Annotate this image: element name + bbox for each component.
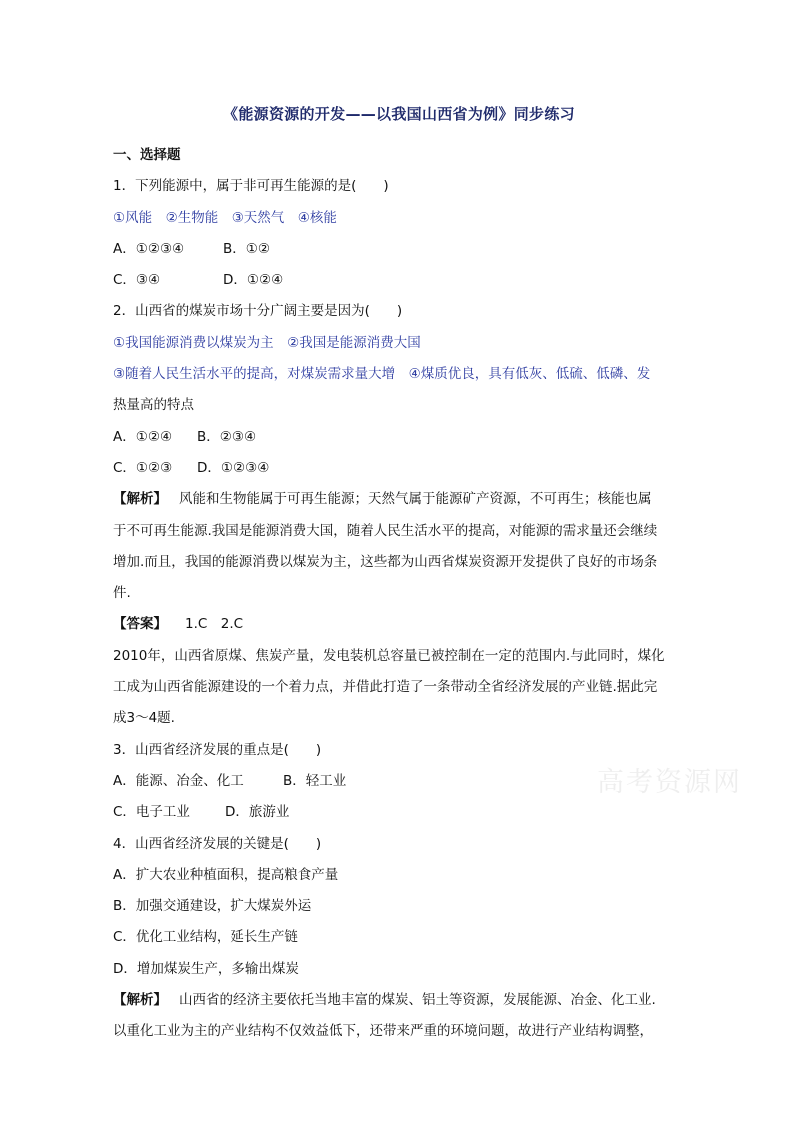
question-1-stem: 1．下列能源中，属于非可再生能源的是( ) — [113, 178, 389, 195]
passage-line-2: 工成为山西省能源建设的一个着力点，并借此打造了一条带动全省经济发展的产业链.据此完 — [113, 679, 658, 696]
passage-line-3: 成3～4题. — [113, 710, 175, 727]
document-page — [113, 96, 685, 1048]
option-b: B．轻工业 — [283, 772, 347, 789]
option-d: D．旅游业 — [225, 804, 290, 821]
analysis-tag: 【解析】 — [113, 992, 167, 1009]
question-2-items-1: ①我国能源消费以煤炭为主 ②我国是能源消费大国 — [113, 334, 421, 351]
answer-text: 1.C 2.C — [185, 616, 244, 633]
question-1-options-row1 — [113, 234, 685, 265]
analysis-1-line-3: 增加.而且，我国的能源消费以煤炭为主，这些都为山西省煤炭资源开发提供了良好的市场条 — [113, 553, 658, 570]
analysis-text: 山西省的经济主要依托当地丰富的煤炭、铝土等资源，发展能源、冶金、化工业. — [179, 992, 656, 1009]
question-3-stem: 3．山西省经济发展的重点是( ) — [113, 741, 322, 758]
analysis-2-line-1 — [113, 985, 685, 1016]
analysis-1-line-4: 件. — [113, 585, 131, 602]
watermark: 高考资源网 — [597, 767, 742, 798]
analysis-text: 风能和生物能属于可再生能源；天然气属于能源矿产资源，不可再生；核能也属 — [179, 491, 652, 508]
question-1-items: ①风能 ②生物能 ③天然气 ④核能 — [113, 209, 337, 226]
question-2-items-2: ③随着人民生活水平的提高，对煤炭需求量大增 ④煤质优良，具有低灰、低硫、低磷、发 — [113, 366, 651, 383]
analysis-2-line-2: 以重化工业为主的产业结构不仅效益低下，还带来严重的环境问题，故进行产业结构调整， — [113, 1023, 653, 1040]
question-1-options-row2 — [113, 265, 685, 296]
section-heading: 一、选择题 — [113, 147, 181, 163]
analysis-1-line-1 — [113, 484, 685, 515]
option-c: C．③④ — [113, 272, 161, 289]
question-3-options-row2 — [113, 797, 685, 828]
question-4-stem: 4．山西省经济发展的关键是( ) — [113, 835, 322, 852]
option-d: D．①②④ — [223, 272, 284, 289]
passage-line-1: 2010年，山西省原煤、焦炭产量，发电装机总容量已被控制在一定的范围内.与此同时，煤化 — [113, 647, 665, 664]
question-2-options-row2 — [113, 453, 685, 484]
option-a: A．①②④ — [113, 428, 173, 445]
option-d: D．①②③④ — [197, 459, 270, 476]
answer-tag: 【答案】 — [113, 616, 167, 633]
document-title: 《能源资源的开发——以我国山西省为例》同步练习 — [223, 105, 575, 123]
option-a: A．①②③④ — [113, 240, 185, 257]
analysis-1-line-2: 于不可再生能源.我国是能源消费大国，随着人民生活水平的提高，对能源的需求量还会继续 — [113, 522, 658, 539]
option-b: B．①② — [223, 240, 270, 257]
question-4-option-d: D．增加煤炭生产，多输出煤炭 — [113, 960, 299, 977]
question-4-option-c: C．优化工业结构，延长生产链 — [113, 929, 298, 946]
question-4-option-a: A．扩大农业种植面积，提高粮食产量 — [113, 866, 339, 883]
answer-line — [113, 609, 685, 640]
question-4-option-b: B．加强交通建设，扩大煤炭外运 — [113, 898, 312, 915]
option-c: C．电子工业 — [113, 804, 190, 821]
question-2-stem: 2．山西省的煤炭市场十分广阔主要是因为( ) — [113, 303, 403, 320]
option-c: C．①②③ — [113, 459, 173, 476]
option-b: B．②③④ — [197, 428, 257, 445]
analysis-tag: 【解析】 — [113, 491, 167, 508]
question-2-items-3: 热量高的特点 — [113, 397, 194, 414]
question-2-options-row1 — [113, 422, 685, 453]
option-a: A．能源、冶金、化工 — [113, 772, 244, 789]
